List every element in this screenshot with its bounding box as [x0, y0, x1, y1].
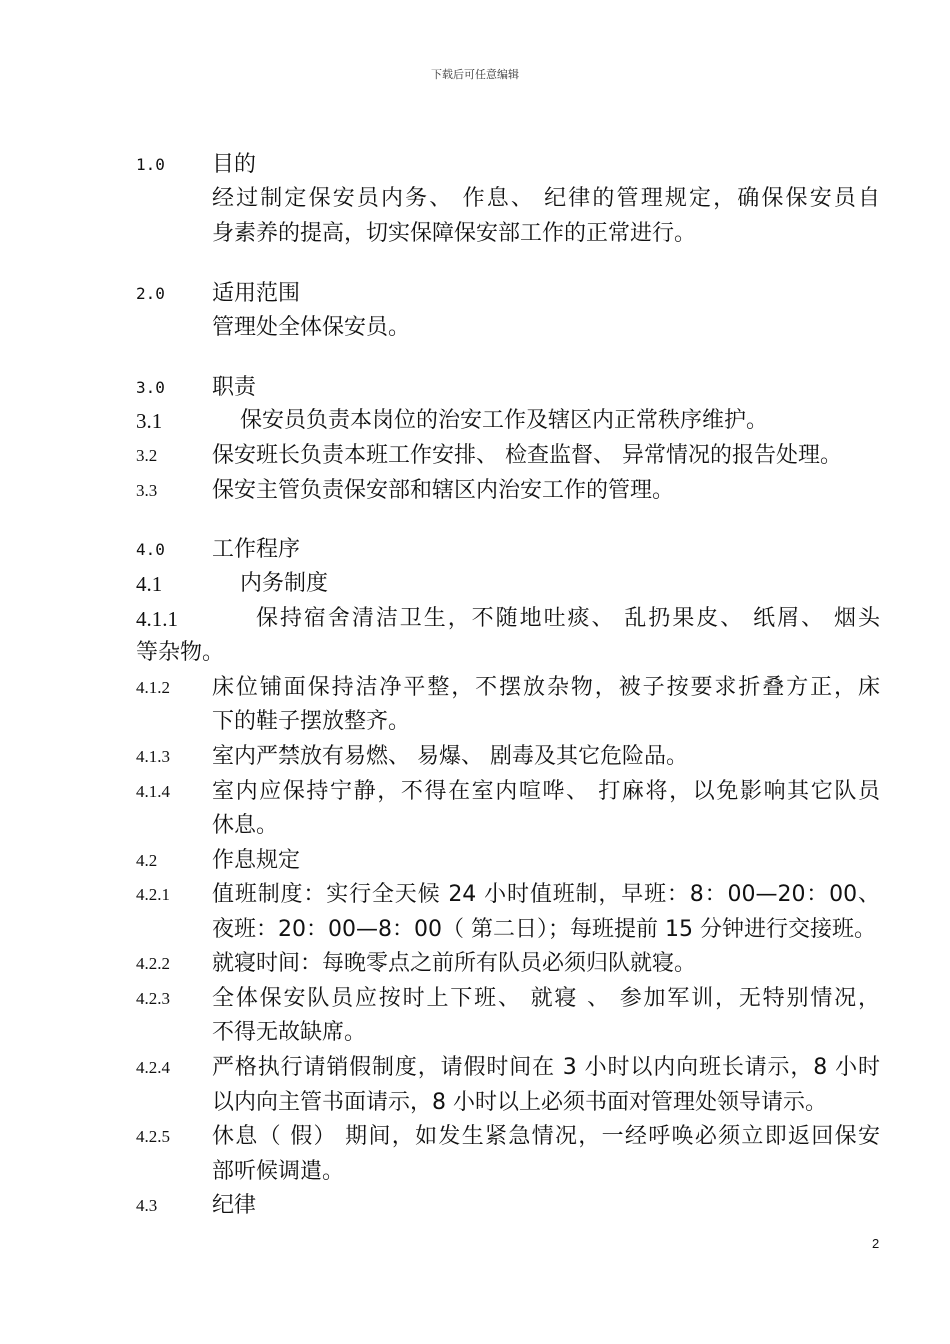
item-number: 3.3: [136, 481, 158, 500]
item-text: 保持宿舍清洁卫生，不随地吐痰、 乱扔果皮、 纸屑、 烟头: [256, 606, 880, 631]
item-text: 室内严禁放有易燃、 易爆、 剧毒及其它危险品。: [212, 744, 688, 769]
page-header: 下载后可任意编辑: [431, 68, 519, 81]
section-title: 职责: [212, 375, 257, 400]
item-text: 夜班：20：00—8：00（ 第二日）；每班提前 15 分钟进行交接班。: [212, 917, 876, 942]
item-text: 不得无故缺席。: [212, 1020, 367, 1045]
item-text: 严格执行请销假制度，请假时间在 3 小时以内向班长请示，8 小时: [212, 1055, 880, 1080]
item-number: 4.2.1: [136, 885, 170, 904]
item-number: 3.1: [136, 409, 163, 433]
item-number: 4.1.2: [136, 678, 170, 697]
item-number: 4.1.3: [136, 747, 170, 766]
item-text: 保安员负责本岗位的治安工作及辖区内正常秩序维护。: [240, 408, 769, 433]
item-number: 4.1.1: [136, 607, 178, 631]
item-text: 全体保安队员应按时上下班、 就寝 、 参加军训，无特别情况，: [212, 986, 880, 1011]
subsection-title: 作息规定: [212, 848, 301, 873]
section-title: 工作程序: [212, 537, 301, 562]
item-number: 4.2.4: [136, 1058, 170, 1077]
subsection-number: 4.2: [136, 851, 158, 870]
item-text: 等杂物。: [136, 640, 225, 665]
subsection-number: 4.1: [136, 572, 163, 596]
paragraph-line: 身素养的提高，切实保障保安部工作的正常进行。: [212, 221, 697, 246]
subsection-title: 纪律: [212, 1193, 257, 1218]
item-text: 室内应保持宁静，不得在室内喧哗、 打麻将，以免影响其它队员: [212, 779, 880, 804]
item-number: 3.2: [136, 446, 158, 465]
item-number: 4.2.3: [136, 989, 170, 1008]
item-text: 值班制度：实行全天候 24 小时值班制，早班：8：00—20：00、: [212, 882, 880, 907]
item-text: 部听候调遣。: [212, 1159, 345, 1184]
item-text: 下的鞋子摆放整齐。: [212, 709, 411, 734]
item-number: 4.2.2: [136, 954, 170, 973]
item-text: 就寝时间：每晚零点之前所有队员必须归队就寝。: [212, 951, 697, 976]
item-text: 休息（ 假） 期间，如发生紧急情况，一经呼唤必须立即返回保安: [212, 1124, 880, 1149]
section-number: 2.0: [136, 284, 165, 303]
section-number: 1.0: [136, 155, 165, 174]
section-title: 目的: [212, 152, 257, 177]
section-number: 4.0: [136, 540, 165, 559]
item-text: 休息。: [212, 813, 279, 838]
subsection-number: 4.3: [136, 1196, 158, 1215]
paragraph-line: 经过制定保安员内务、 作息、 纪律的管理规定，确保保安员自: [212, 186, 880, 211]
subsection-title: 内务制度: [240, 571, 329, 596]
section-title: 适用范围: [212, 281, 301, 306]
item-text: 保安主管负责保安部和辖区内治安工作的管理。: [212, 478, 675, 503]
section-number: 3.0: [136, 378, 165, 397]
item-number: 4.2.5: [136, 1127, 170, 1146]
item-number: 4.1.4: [136, 782, 170, 801]
paragraph-line: 管理处全体保安员。: [212, 315, 411, 340]
item-text: 保安班长负责本班工作安排、 检查监督、 异常情况的报告处理。: [212, 443, 842, 468]
item-text: 以内向主管书面请示，8 小时以上必须书面对管理处领导请示。: [212, 1090, 827, 1115]
page-number: 2: [872, 1236, 880, 1251]
item-text: 床位铺面保持洁净平整，不摆放杂物，被子按要求折叠方正，床: [212, 675, 880, 700]
